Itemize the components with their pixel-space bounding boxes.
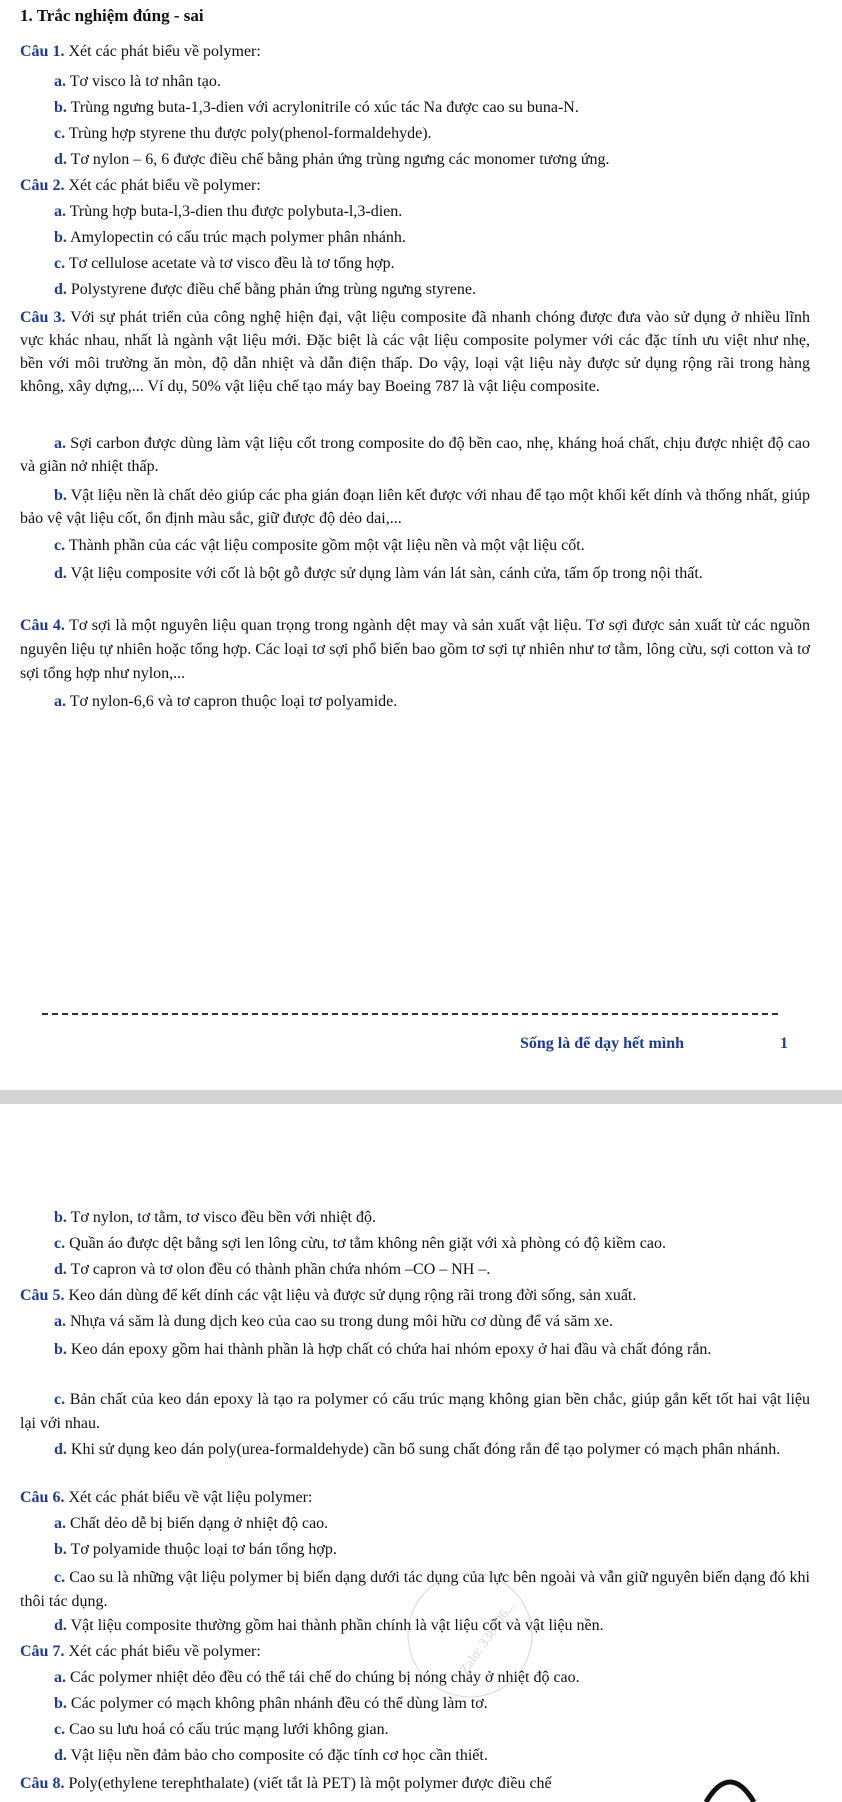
option-text: Polystyrene được điều chế bằng phản ứng trùng ngưng styrene. (70, 281, 476, 298)
option-2a (54, 202, 810, 222)
option-label: b. (54, 229, 67, 246)
option-text: Chất dẻo dễ bị biến dạng ở nhiệt độ cao. (70, 1515, 329, 1532)
option-label: a. (54, 1515, 66, 1532)
document-page-2 (0, 1104, 842, 1802)
option-text: Vật liệu composite thường gồm hai thành phần chính là vật liệu cốt và vật liệu nền. (70, 1617, 604, 1634)
option-label: c. (54, 1569, 66, 1586)
question-7 (20, 1642, 810, 1662)
option-label: c. (54, 255, 66, 272)
option-label: a. (54, 693, 66, 710)
question-label: Câu 2. (20, 177, 65, 194)
question-6 (20, 1488, 810, 1508)
logo-arc-icon (700, 1768, 760, 1802)
option-text: Keo dán epoxy gồm hai thành phần là hợp chất có chứa hai nhóm epoxy ở hai đầu và chất đóng rắn. (70, 1341, 712, 1358)
option-6d (54, 1616, 810, 1636)
option-text: Vật liệu nền là chất dẻo giúp các pha gián đoạn liên kết được với nhau để tạo một khối kết dính và thống nhất, giúp bảo vệ vật liệu cốt, ổn định màu sắc, giữ được độ dẻo dai,... (20, 487, 810, 527)
page-divider (42, 1013, 778, 1015)
question-label: Câu 6. (20, 1489, 65, 1506)
option-label: a. (54, 1669, 66, 1686)
question-4 (20, 614, 810, 686)
option-label: d. (54, 1747, 67, 1764)
option-text: Các polymer nhiệt dẻo đều có thể tái chế do chúng bị nóng chảy ở nhiệt độ cao. (70, 1669, 580, 1686)
option-label: b. (54, 1341, 67, 1358)
option-text: Tơ cellulose acetate và tơ visco đều là tơ tổng hợp. (68, 255, 395, 272)
question-label: Câu 7. (20, 1643, 65, 1660)
option-5a (54, 1312, 810, 1332)
option-text: Vật liệu nền đảm bảo cho composite có đặc tính cơ học cần thiết. (70, 1747, 488, 1764)
option-4b (54, 1208, 810, 1228)
question-1 (20, 42, 810, 62)
option-text: Cao su lưu hoá có cấu trúc mạng lưới không gian. (69, 1721, 389, 1738)
option-4a (54, 692, 810, 712)
option-label: a. (54, 435, 66, 452)
option-text: Trùng hợp buta-l,3-dien thu được polybuta-l,3-dien. (69, 203, 403, 220)
question-stem: Tơ sợi là một nguyên liệu quan trọng trong ngành dệt may và sản xuất vật liệu. Tơ sợi được sản xuất từ các nguồn nguyên liệu tự nhiên hoặc tổng hợp. Các loại tơ sợi phổ biến bao gồm tơ sợi tự nhiên như tơ tằm, lông cừu, sợi cotton và tơ sợi tổng hợp như nylon,... (20, 617, 810, 682)
option-text: Trùng ngưng buta-1,3-dien với acrylonitrile có xúc tác Na được cao su buna-N. (70, 99, 579, 116)
option-2d (54, 280, 810, 300)
option-label: d. (54, 565, 67, 582)
option-label: a. (54, 73, 66, 90)
page-number: 1 (780, 1035, 788, 1052)
option-3a (20, 432, 810, 478)
option-text: Bản chất của keo dán epoxy là tạo ra polymer có cấu trúc mạng không gian bền chắc, giúp gắn kết tốt hai vật liệu lại với nhau. (20, 1391, 811, 1432)
option-text: Sợi carbon được dùng làm vật liệu cốt trong composite do độ bền cao, nhẹ, kháng hoá chất, chịu được nhiệt độ cao và giãn nở nhiệt thấp. (20, 435, 811, 475)
question-stem: Poly(ethylene terephthalate) (viết tắt là PET) là một polymer được điều chế (68, 1775, 552, 1792)
question-2 (20, 176, 810, 196)
option-3c (54, 536, 810, 556)
option-text: Nhựa vá săm là dung dịch keo của cao su trong dung môi hữu cơ dùng để vá săm xe. (70, 1313, 614, 1330)
page-gap (0, 1090, 842, 1104)
option-1c (54, 124, 810, 144)
option-text: Khi sử dụng keo dán poly(urea-formaldehyde) cần bổ sung chất đóng rắn để tạo polymer có mạch phân nhánh. (70, 1441, 781, 1458)
option-text: Các polymer có mạch không phân nhánh đều có thể dùng làm tơ. (70, 1695, 488, 1712)
option-2b (54, 228, 810, 248)
option-text: Tơ capron và tơ olon đều có thành phần chứa nhóm –CO – NH –. (70, 1261, 491, 1278)
question-label: Câu 3. (20, 309, 66, 326)
option-5c (20, 1388, 810, 1436)
option-5b (20, 1338, 810, 1362)
option-7b (54, 1694, 810, 1714)
option-1d (54, 150, 810, 170)
option-label: d. (54, 1261, 67, 1278)
option-6a (54, 1514, 810, 1534)
question-stem: Xét các phát biểu về polymer: (68, 1643, 261, 1660)
question-label: Câu 1. (20, 43, 65, 60)
option-text: Trùng hợp styrene thu được poly(phenol-formaldehyde). (68, 125, 432, 142)
option-4d (54, 1260, 810, 1280)
option-label: d. (54, 1441, 67, 1458)
option-label: b. (54, 99, 67, 116)
question-3 (20, 306, 810, 398)
option-label: b. (54, 1695, 67, 1712)
option-7a (54, 1668, 810, 1688)
watermark-text: Zalo: 338006... (457, 1598, 519, 1678)
option-label: b. (54, 487, 67, 504)
option-label: c. (54, 125, 66, 142)
option-3b (20, 484, 810, 530)
option-text: Tơ nylon-6,6 và tơ capron thuộc loại tơ polyamide. (69, 693, 398, 710)
question-5 (20, 1286, 810, 1306)
option-label: b. (54, 1209, 67, 1226)
option-label: b. (54, 1541, 67, 1558)
question-label: Câu 5. (20, 1287, 65, 1304)
option-1a (54, 72, 810, 92)
option-2c (54, 254, 810, 274)
option-text: Tơ nylon – 6, 6 được điều chế bằng phản ứng trùng ngưng các monomer tương ứng. (70, 151, 610, 168)
option-6c (20, 1566, 810, 1614)
question-stem: Keo dán dùng để kết dính các vật liệu và được sử dụng rộng rãi trong đời sống, sản xuất. (68, 1287, 637, 1304)
option-label: d. (54, 281, 67, 298)
option-label: a. (54, 203, 66, 220)
section-title: 1. Trắc nghiệm đúng - sai (20, 6, 204, 25)
footer-motto: Sống là để dạy hết mình (520, 1035, 685, 1052)
option-text: Tơ polyamide thuộc loại tơ bán tổng hợp. (70, 1541, 337, 1558)
option-label: d. (54, 1617, 67, 1634)
question-label: Câu 8. (20, 1775, 65, 1792)
option-7d (54, 1746, 810, 1766)
question-8 (20, 1774, 810, 1794)
question-stem: Xét các phát biểu về polymer: (68, 43, 261, 60)
option-6b (54, 1540, 810, 1560)
option-5d (20, 1438, 810, 1462)
option-label: c. (54, 1721, 66, 1738)
option-1b (54, 98, 810, 118)
option-text: Cao su là những vật liệu polymer bị biến dạng dưới tác dụng của lực bên ngoài và vẫn giữ nguyên biến dạng đó khi thôi tác dụng. (20, 1569, 811, 1610)
option-text: Tơ nylon, tơ tằm, tơ visco đều bền với nhiệt độ. (70, 1209, 376, 1226)
option-text: Tơ visco là tơ nhân tạo. (69, 73, 221, 90)
question-stem: Xét các phát biểu về vật liệu polymer: (68, 1489, 313, 1506)
option-label: c. (54, 537, 66, 554)
option-3d (20, 562, 810, 585)
option-text: Amylopectin có cấu trúc mạch polymer phân nhánh. (70, 229, 406, 246)
option-4c (54, 1234, 810, 1254)
option-label: c. (54, 1391, 66, 1408)
question-label: Câu 4. (20, 617, 65, 634)
question-stem: Với sự phát triển của công nghệ hiện đại, vật liệu composite đã nhanh chóng được đưa vào sử dụng ở nhiều lĩnh vực khác nhau, nhất là ngành vật liệu mới. Đặc biệt là các vật liệu composite polymer với các đặc tính ưu việt như nhẹ, bền với môi trường ăn mòn, độ dẫn nhiệt và dẫn điện thấp. Do vậy, loại vật liệu này được sử dụng rộng rãi trong hàng không, xây dựng,... Ví dụ, 50% vật liệu chế tạo máy bay Boeing 787 là vật liệu composite. (20, 309, 811, 395)
option-text: Thành phần của các vật liệu composite gồm một vật liệu nền và một vật liệu cốt. (68, 537, 585, 554)
option-7c (54, 1720, 810, 1740)
option-label: c. (54, 1235, 66, 1252)
question-stem: Xét các phát biểu về polymer: (68, 177, 261, 194)
option-label: a. (54, 1313, 66, 1330)
option-text: Quần áo được dệt bằng sợi len lông cừu, tơ tằm không nên giặt với xà phòng có độ kiềm cao. (69, 1235, 666, 1252)
option-text: Vật liệu composite với cốt là bột gỗ được sử dụng làm ván lát sàn, cánh cửa, tấm ốp trong nội thất. (70, 565, 703, 582)
option-label: d. (54, 151, 67, 168)
